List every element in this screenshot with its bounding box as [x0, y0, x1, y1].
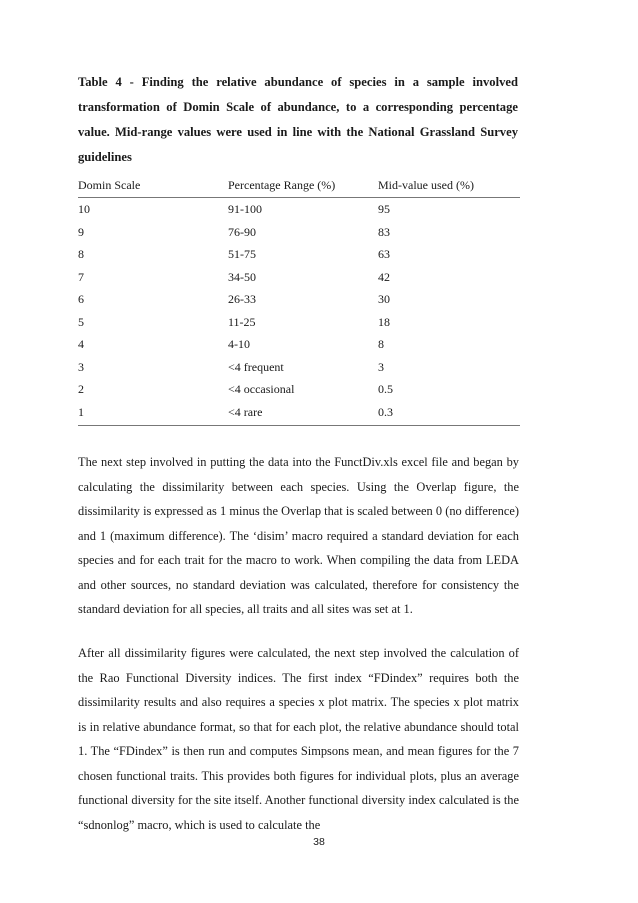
- domin-scale-table: [78, 173, 520, 426]
- cell-domin: 9: [78, 224, 84, 239]
- body-paragraph-rao-indices: After all dissimilarity figures were calculated, the next step involved the calculation of the Rao Functional Diversity indices. The first index “FDindex” requires both the dissimilarity results and also requires a species x plot matrix. The species x plot matrix is in relative abundance format, so that for each plot, the relative abundance should total 1. The “FDindex” is then run and computes Simpsons mean, and mean figures for the 7 chosen functional traits. This provides both figures for individual plots, plus an average functional diversity for the site itself. Another functional diversity index calculated is the “sdnonlog” macro, which is used to calculate the: [78, 646, 519, 832]
- table-row: [78, 378, 520, 401]
- table-row: [78, 333, 520, 356]
- cell-domin: 7: [78, 269, 84, 284]
- cell-mid: 0.3: [378, 404, 393, 419]
- table-row: [78, 356, 520, 379]
- cell-range: <4 frequent: [228, 359, 284, 374]
- cell-domin: 5: [78, 314, 84, 329]
- cell-mid: 3: [378, 359, 384, 374]
- cell-domin: 8: [78, 247, 84, 261]
- header-percentage-range: Percentage Range (%): [228, 178, 336, 192]
- cell-mid: 18: [378, 314, 390, 329]
- table-row: [78, 221, 520, 244]
- cell-mid: 83: [378, 224, 390, 239]
- cell-domin: 10: [78, 202, 90, 216]
- table-caption: Table 4 - Finding the relative abundance of species in a sample involved transformation of Domin Scale of abundance, to a corresponding percentage value. Mid-range values were used in line with the National Grassland Survey guidelines: [78, 75, 518, 164]
- header-mid-value: Mid-value used (%): [378, 178, 474, 192]
- cell-mid: 30: [378, 292, 390, 306]
- cell-domin: 6: [78, 292, 84, 306]
- table-row: [78, 243, 520, 266]
- table-row: [78, 288, 520, 311]
- cell-mid: 0.5: [378, 382, 393, 396]
- cell-range: <4 rare: [228, 404, 263, 419]
- cell-range: <4 occasional: [228, 382, 295, 396]
- cell-mid: 63: [378, 247, 390, 261]
- cell-range: 4-10: [228, 337, 250, 351]
- cell-domin: 2: [78, 382, 84, 396]
- table-row: [78, 198, 520, 221]
- cell-domin: 1: [78, 404, 84, 419]
- header-domin-scale: Domin Scale: [78, 178, 141, 192]
- cell-range: 76-90: [228, 224, 256, 239]
- cell-range: 11-25: [228, 314, 256, 329]
- cell-range: 51-75: [228, 247, 256, 261]
- cell-range: 34-50: [228, 269, 256, 284]
- cell-mid: 42: [378, 269, 390, 284]
- cell-domin: 4: [78, 337, 84, 351]
- table-body: [78, 198, 520, 426]
- cell-domin: 3: [78, 359, 84, 374]
- cell-mid: 8: [378, 337, 384, 351]
- page-number: 38: [313, 836, 325, 848]
- cell-mid: 95: [378, 202, 390, 216]
- table-row: [78, 311, 520, 334]
- table-row: [78, 401, 520, 424]
- table-header-row: [78, 173, 520, 198]
- cell-range: 26-33: [228, 292, 256, 306]
- table-row: [78, 266, 520, 289]
- body-paragraph-dissimilarity: The next step involved in putting the data into the FunctDiv.xls excel file and began by calculating the dissimilarity between each species. Using the Overlap figure, the dissimilarity is expressed as 1 minus the Overlap that is scaled between 0 (no difference) and 1 (maximum difference). The ‘disim’ macro required a standard deviation for each species and for each trait for the macro to work. When compiling the data from LEDA and other sources, no standard deviation was calculated, therefore for consistency the standard deviation for all species, all traits and all sites was set at 1.: [78, 455, 519, 616]
- cell-range: 91-100: [228, 202, 262, 216]
